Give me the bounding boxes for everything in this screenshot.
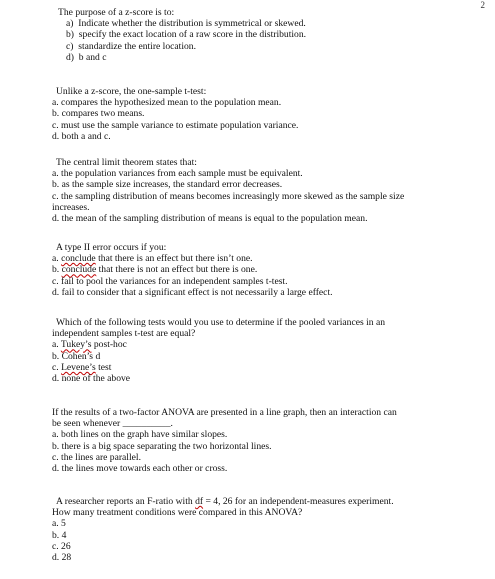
page-number: 2	[480, 0, 485, 10]
option-a: a. compares the hypothesized mean to the population mean.	[52, 97, 282, 109]
spellcheck-mark: Tukey’s	[60, 339, 92, 351]
question-2	[52, 86, 482, 142]
spellcheck-mark: df	[195, 496, 204, 507]
question-7	[52, 496, 482, 563]
option-c: c. must use the sample variance to estimate population variance.	[52, 119, 299, 131]
question-stem: The central limit theorem states that:	[56, 157, 197, 168]
question-3	[52, 157, 482, 224]
question-stem: A type II error occurs if you:	[56, 242, 167, 253]
option-c: c. the sampling distribution of means becomes increasingly more skewed as the sample size	[52, 190, 405, 202]
option-c: c. fail to pool the variances for an independent samples t-test.	[52, 275, 288, 287]
option-b: b. there is a big space separating the two horizontal lines.	[52, 440, 272, 452]
option-b: b. conclude that there is not an effect but there is one.	[52, 264, 258, 276]
option-b: b. 4	[52, 529, 67, 541]
question-stem: Unlike a z-score, the one-sample t-test:	[56, 86, 207, 97]
question-6	[52, 407, 482, 474]
option-c-continued: increases.	[52, 201, 90, 213]
option-d: d. the lines move towards each other or cross.	[52, 462, 228, 474]
question-stem: Which of the following tests would you use to determine if the pooled variances in an	[56, 317, 386, 328]
option-d: d. none of the above	[52, 372, 131, 384]
option-c: c. the lines are parallel.	[52, 451, 141, 463]
option-d: d. the mean of the sampling distribution of means is equal to the population mean.	[52, 212, 368, 224]
option-a: a) Indicate whether the distribution is symmetrical or skewed.	[66, 18, 306, 30]
question-stem: A researcher reports an F-ratio with df = 4, 26 for an independent-measures experiment.	[56, 496, 394, 507]
spellcheck-mark: conclude	[61, 253, 96, 265]
option-c: c. Levene’s test	[52, 361, 112, 373]
option-c: c. 26	[52, 540, 71, 552]
question-stem: The purpose of a z-score is to:	[58, 7, 175, 18]
option-d: d. fail to consider that a significant effect is not necessarily a large effect.	[52, 286, 333, 298]
option-d: d. both a and c.	[52, 130, 111, 142]
option-c: c) standardize the entire location.	[66, 40, 196, 52]
question-5	[52, 317, 482, 384]
option-a: a. the population variances from each sample must be equivalent.	[52, 168, 303, 180]
option-b: b. Cohen’s d	[52, 350, 101, 362]
option-a: a. 5	[52, 518, 66, 530]
question-1	[52, 7, 482, 63]
option-b: b) specify the exact location of a raw score in the distribution.	[66, 29, 307, 41]
option-a: a. Tukey’s post-hoc	[52, 339, 127, 351]
question-4	[52, 242, 482, 298]
option-d: d. 28	[52, 551, 72, 563]
option-b: b. compares two means.	[52, 108, 145, 120]
option-b: b. as the sample size increases, the standard error decreases.	[52, 179, 283, 191]
question-stem-continued: independent samples t-test are equal?	[52, 328, 196, 340]
spellcheck-mark: conclude	[61, 264, 97, 276]
option-a: a. both lines on the graph have similar slopes.	[52, 429, 228, 441]
option-a: a. conclude that there is an effect but there isn’t one.	[52, 253, 253, 265]
option-d: d) b and c	[66, 51, 107, 63]
question-stem-continued: be seen whenever __________.	[52, 418, 173, 430]
question-stem-continued: How many treatment conditions were compared in this ANOVA?	[52, 507, 303, 519]
question-stem: If the results of a two-factor ANOVA are presented in a line graph, then an interaction can	[52, 407, 397, 418]
spellcheck-mark: Levene’s	[61, 361, 96, 373]
